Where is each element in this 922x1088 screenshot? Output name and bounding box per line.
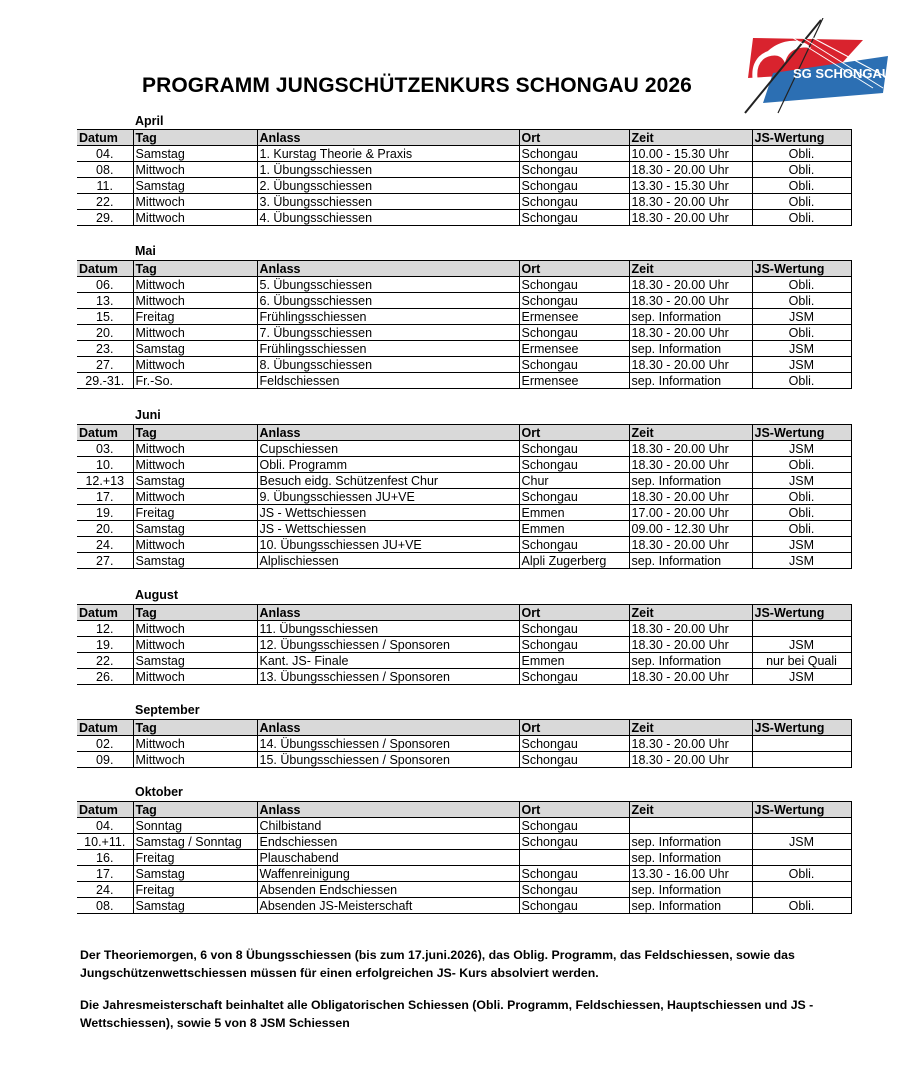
cell-anlass: Endschiessen: [257, 834, 519, 850]
col-js-wertung: JS-Wertung: [752, 720, 851, 736]
col-ort: Ort: [519, 802, 629, 818]
cell-tag: Freitag: [133, 505, 257, 521]
cell-js-wertung: Obli.: [752, 457, 851, 473]
cell-zeit: sep. Information: [629, 850, 752, 866]
cell-ort: Schongau: [519, 866, 629, 882]
col-ort: Ort: [519, 425, 629, 441]
cell-ort: Ermensee: [519, 341, 629, 357]
table-row: [77, 553, 851, 569]
cell-datum: 22.: [77, 653, 133, 669]
cell-anlass: Alplischiessen: [257, 553, 519, 569]
cell-datum: 08.: [77, 898, 133, 914]
cell-tag: Fr.-So.: [133, 373, 257, 389]
cell-anlass: 15. Übungsschiessen / Sponsoren: [257, 752, 519, 768]
table-row: [77, 669, 851, 685]
cell-datum: 12.+13: [77, 473, 133, 489]
table-row: [77, 898, 851, 914]
table-row: [77, 309, 851, 325]
cell-ort: Schongau: [519, 834, 629, 850]
cell-anlass: Absenden Endschiessen: [257, 882, 519, 898]
cell-datum: 23.: [77, 341, 133, 357]
month-label: Oktober: [135, 785, 183, 799]
cell-tag: Mittwoch: [133, 537, 257, 553]
cell-zeit: sep. Information: [629, 553, 752, 569]
cell-anlass: Frühlingsschiessen: [257, 341, 519, 357]
col-tag: Tag: [133, 261, 257, 277]
cell-ort: [519, 850, 629, 866]
schedule-table-oktober: [77, 801, 852, 914]
cell-datum: 29.: [77, 210, 133, 226]
cell-js-wertung: JSM: [752, 637, 851, 653]
cell-zeit: 18.30 - 20.00 Uhr: [629, 194, 752, 210]
cell-ort: Chur: [519, 473, 629, 489]
cell-datum: 08.: [77, 162, 133, 178]
col-tag: Tag: [133, 425, 257, 441]
cell-tag: Samstag: [133, 341, 257, 357]
cell-zeit: 09.00 - 12.30 Uhr: [629, 521, 752, 537]
cell-anlass: Besuch eidg. Schützenfest Chur: [257, 473, 519, 489]
cell-anlass: Chilbistand: [257, 818, 519, 834]
note-requirements: Der Theoriemorgen, 6 von 8 Übungsschiessen (bis zum 17.juni.2026), das Oblig. Programm, das Feldschiessen, sowie das Jungschützenwettschiessen müssen für einen erfolgreichen JS- Kurs absolviert werden.: [80, 948, 795, 980]
cell-anlass: Absenden JS-Meisterschaft: [257, 898, 519, 914]
cell-js-wertung: Obli.: [752, 210, 851, 226]
cell-datum: 04.: [77, 146, 133, 162]
cell-ort: Schongau: [519, 178, 629, 194]
table-row: [77, 210, 851, 226]
cell-zeit: 13.30 - 15.30 Uhr: [629, 178, 752, 194]
cell-js-wertung: Obli.: [752, 505, 851, 521]
cell-datum: 10.: [77, 457, 133, 473]
cell-tag: Samstag: [133, 866, 257, 882]
note-championship: Die Jahresmeisterschaft beinhaltet alle Obligatorischen Schiessen (Obli. Programm, Feldschiessen, Hauptschiessen und JS - Wettschiessen), sowie 5 von 8 JSM Schiessen: [80, 998, 814, 1030]
cell-tag: Freitag: [133, 850, 257, 866]
cell-anlass: 14. Übungsschiessen / Sponsoren: [257, 736, 519, 752]
cell-tag: Samstag: [133, 473, 257, 489]
cell-zeit: sep. Information: [629, 341, 752, 357]
cell-zeit: 18.30 - 20.00 Uhr: [629, 441, 752, 457]
cell-tag: Samstag / Sonntag: [133, 834, 257, 850]
cell-tag: Mittwoch: [133, 489, 257, 505]
cell-tag: Mittwoch: [133, 162, 257, 178]
cell-tag: Mittwoch: [133, 441, 257, 457]
col-anlass: Anlass: [257, 802, 519, 818]
cell-ort: Alpli Zugerberg: [519, 553, 629, 569]
cell-zeit: 18.30 - 20.00 Uhr: [629, 210, 752, 226]
cell-ort: Schongau: [519, 277, 629, 293]
col-tag: Tag: [133, 130, 257, 146]
table-row: [77, 621, 851, 637]
cell-js-wertung: [752, 882, 851, 898]
cell-zeit: sep. Information: [629, 309, 752, 325]
cell-js-wertung: [752, 621, 851, 637]
cell-ort: Schongau: [519, 882, 629, 898]
cell-js-wertung: JSM: [752, 473, 851, 489]
cell-anlass: 12. Übungsschiessen / Sponsoren: [257, 637, 519, 653]
cell-tag: Samstag: [133, 521, 257, 537]
cell-ort: Schongau: [519, 146, 629, 162]
cell-js-wertung: [752, 818, 851, 834]
cell-js-wertung: JSM: [752, 357, 851, 373]
cell-datum: 13.: [77, 293, 133, 309]
cell-ort: Schongau: [519, 162, 629, 178]
cell-ort: Schongau: [519, 637, 629, 653]
cell-datum: 17.: [77, 489, 133, 505]
cell-js-wertung: nur bei Quali: [752, 653, 851, 669]
cell-datum: 16.: [77, 850, 133, 866]
cell-ort: Schongau: [519, 818, 629, 834]
col-tag: Tag: [133, 802, 257, 818]
table-row: [77, 325, 851, 341]
cell-js-wertung: [752, 752, 851, 768]
cell-js-wertung: Obli.: [752, 898, 851, 914]
cell-tag: Mittwoch: [133, 325, 257, 341]
table-row: [77, 882, 851, 898]
cell-tag: Mittwoch: [133, 621, 257, 637]
cell-js-wertung: Obli.: [752, 866, 851, 882]
cell-anlass: 13. Übungsschiessen / Sponsoren: [257, 669, 519, 685]
cell-zeit: sep. Information: [629, 898, 752, 914]
cell-anlass: 7. Übungsschiessen: [257, 325, 519, 341]
table-row: [77, 537, 851, 553]
table-row: [77, 341, 851, 357]
club-logo: [733, 18, 893, 128]
table-row: [77, 505, 851, 521]
cell-zeit: 18.30 - 20.00 Uhr: [629, 752, 752, 768]
month-label: April: [135, 114, 164, 128]
table-row: [77, 162, 851, 178]
cell-anlass: 10. Übungsschiessen JU+VE: [257, 537, 519, 553]
cell-datum: 22.: [77, 194, 133, 210]
cell-anlass: 11. Übungsschiessen: [257, 621, 519, 637]
cell-js-wertung: Obli.: [752, 146, 851, 162]
cell-zeit: 18.30 - 20.00 Uhr: [629, 537, 752, 553]
table-row: [77, 637, 851, 653]
cell-tag: Mittwoch: [133, 194, 257, 210]
cell-tag: Freitag: [133, 882, 257, 898]
table-row: [77, 146, 851, 162]
table-row: [77, 818, 851, 834]
cell-tag: Mittwoch: [133, 277, 257, 293]
cell-js-wertung: Obli.: [752, 489, 851, 505]
cell-tag: Mittwoch: [133, 736, 257, 752]
cell-anlass: Obli. Programm: [257, 457, 519, 473]
month-label: Juni: [135, 408, 161, 422]
cell-ort: Schongau: [519, 537, 629, 553]
cell-ort: Ermensee: [519, 373, 629, 389]
cell-js-wertung: JSM: [752, 553, 851, 569]
cell-tag: Samstag: [133, 553, 257, 569]
cell-tag: Freitag: [133, 309, 257, 325]
cell-anlass: 6. Übungsschiessen: [257, 293, 519, 309]
cell-js-wertung: JSM: [752, 537, 851, 553]
col-js-wertung: JS-Wertung: [752, 605, 851, 621]
cell-ort: Emmen: [519, 653, 629, 669]
month-label: September: [135, 703, 200, 717]
cell-zeit: 18.30 - 20.00 Uhr: [629, 637, 752, 653]
cell-ort: Schongau: [519, 736, 629, 752]
cell-anlass: JS - Wettschiessen: [257, 521, 519, 537]
cell-js-wertung: Obli.: [752, 162, 851, 178]
cell-js-wertung: Obli.: [752, 178, 851, 194]
col-datum: Datum: [77, 720, 133, 736]
cell-datum: 26.: [77, 669, 133, 685]
col-zeit: Zeit: [629, 802, 752, 818]
col-zeit: Zeit: [629, 425, 752, 441]
cell-zeit: 18.30 - 20.00 Uhr: [629, 277, 752, 293]
cell-zeit: sep. Information: [629, 373, 752, 389]
table-row: [77, 457, 851, 473]
cell-anlass: 4. Übungsschiessen: [257, 210, 519, 226]
cell-anlass: 1. Kurstag Theorie & Praxis: [257, 146, 519, 162]
cell-js-wertung: JSM: [752, 834, 851, 850]
cell-datum: 17.: [77, 866, 133, 882]
cell-ort: Schongau: [519, 441, 629, 457]
cell-anlass: 8. Übungsschiessen: [257, 357, 519, 373]
cell-ort: Schongau: [519, 457, 629, 473]
cell-ort: Schongau: [519, 898, 629, 914]
cell-anlass: Plauschabend: [257, 850, 519, 866]
cell-zeit: 18.30 - 20.00 Uhr: [629, 621, 752, 637]
cell-js-wertung: Obli.: [752, 521, 851, 537]
col-datum: Datum: [77, 261, 133, 277]
cell-tag: Samstag: [133, 146, 257, 162]
table-row: [77, 752, 851, 768]
cell-zeit: 18.30 - 20.00 Uhr: [629, 162, 752, 178]
cell-anlass: 3. Übungsschiessen: [257, 194, 519, 210]
table-row: [77, 373, 851, 389]
cell-js-wertung: JSM: [752, 309, 851, 325]
cell-datum: 03.: [77, 441, 133, 457]
cell-ort: Schongau: [519, 621, 629, 637]
col-zeit: Zeit: [629, 261, 752, 277]
cell-datum: 24.: [77, 537, 133, 553]
table-row: [77, 178, 851, 194]
col-ort: Ort: [519, 605, 629, 621]
cell-anlass: Feldschiessen: [257, 373, 519, 389]
cell-zeit: 10.00 - 15.30 Uhr: [629, 146, 752, 162]
cell-ort: Schongau: [519, 489, 629, 505]
cell-tag: Sonntag: [133, 818, 257, 834]
cell-tag: Mittwoch: [133, 457, 257, 473]
table-row: [77, 521, 851, 537]
cell-datum: 10.+11.: [77, 834, 133, 850]
cell-datum: 12.: [77, 621, 133, 637]
cell-js-wertung: Obli.: [752, 293, 851, 309]
cell-zeit: sep. Information: [629, 882, 752, 898]
schedule-table-mai: [77, 260, 852, 389]
logo-text: SG SCHONGAU: [793, 66, 892, 81]
cell-ort: Schongau: [519, 210, 629, 226]
col-anlass: Anlass: [257, 261, 519, 277]
table-row: [77, 441, 851, 457]
cell-anlass: Kant. JS- Finale: [257, 653, 519, 669]
cell-ort: Ermensee: [519, 309, 629, 325]
cell-zeit: 18.30 - 20.00 Uhr: [629, 325, 752, 341]
cell-zeit: 18.30 - 20.00 Uhr: [629, 669, 752, 685]
cell-tag: Mittwoch: [133, 293, 257, 309]
cell-datum: 02.: [77, 736, 133, 752]
cell-js-wertung: Obli.: [752, 373, 851, 389]
cell-datum: 27.: [77, 357, 133, 373]
cell-ort: Emmen: [519, 521, 629, 537]
cell-ort: Schongau: [519, 357, 629, 373]
month-label: Mai: [135, 244, 156, 258]
cell-tag: Samstag: [133, 178, 257, 194]
col-zeit: Zeit: [629, 720, 752, 736]
cell-tag: Samstag: [133, 653, 257, 669]
cell-ort: Schongau: [519, 752, 629, 768]
cell-zeit: [629, 818, 752, 834]
cell-js-wertung: JSM: [752, 669, 851, 685]
table-row: [77, 473, 851, 489]
cell-anlass: 9. Übungsschiessen JU+VE: [257, 489, 519, 505]
cell-anlass: 1. Übungsschiessen: [257, 162, 519, 178]
table-row: [77, 653, 851, 669]
table-row: [77, 736, 851, 752]
col-js-wertung: JS-Wertung: [752, 425, 851, 441]
cell-anlass: Waffenreinigung: [257, 866, 519, 882]
cell-js-wertung: JSM: [752, 341, 851, 357]
cell-datum: 20.: [77, 325, 133, 341]
col-ort: Ort: [519, 261, 629, 277]
cell-anlass: 5. Übungsschiessen: [257, 277, 519, 293]
cell-ort: Schongau: [519, 194, 629, 210]
col-datum: Datum: [77, 130, 133, 146]
cell-zeit: 18.30 - 20.00 Uhr: [629, 293, 752, 309]
col-js-wertung: JS-Wertung: [752, 130, 851, 146]
cell-js-wertung: [752, 850, 851, 866]
schedule-table-april: [77, 129, 852, 226]
cell-js-wertung: Obli.: [752, 325, 851, 341]
cell-datum: 20.: [77, 521, 133, 537]
cell-zeit: 13.30 - 16.00 Uhr: [629, 866, 752, 882]
cell-js-wertung: JSM: [752, 441, 851, 457]
cell-datum: 19.: [77, 505, 133, 521]
col-datum: Datum: [77, 425, 133, 441]
cell-datum: 19.: [77, 637, 133, 653]
cell-zeit: 18.30 - 20.00 Uhr: [629, 736, 752, 752]
col-anlass: Anlass: [257, 605, 519, 621]
table-row: [77, 850, 851, 866]
cell-datum: 29.-31.: [77, 373, 133, 389]
cell-zeit: 17.00 - 20.00 Uhr: [629, 505, 752, 521]
schedule-table-september: [77, 719, 852, 768]
cell-zeit: 18.30 - 20.00 Uhr: [629, 357, 752, 373]
cell-tag: Mittwoch: [133, 752, 257, 768]
table-row: [77, 489, 851, 505]
cell-zeit: sep. Information: [629, 653, 752, 669]
col-js-wertung: JS-Wertung: [752, 261, 851, 277]
cell-zeit: sep. Information: [629, 473, 752, 489]
cell-datum: 09.: [77, 752, 133, 768]
col-anlass: Anlass: [257, 425, 519, 441]
cell-anlass: 2. Übungsschiessen: [257, 178, 519, 194]
col-datum: Datum: [77, 802, 133, 818]
month-label: August: [135, 588, 179, 602]
cell-datum: 06.: [77, 277, 133, 293]
cell-tag: Samstag: [133, 898, 257, 914]
table-row: [77, 357, 851, 373]
cell-anlass: Frühlingsschiessen: [257, 309, 519, 325]
cell-ort: Schongau: [519, 293, 629, 309]
cell-datum: 27.: [77, 553, 133, 569]
cell-tag: Mittwoch: [133, 210, 257, 226]
col-anlass: Anlass: [257, 720, 519, 736]
cell-anlass: Cupschiessen: [257, 441, 519, 457]
cell-ort: Schongau: [519, 669, 629, 685]
col-js-wertung: JS-Wertung: [752, 802, 851, 818]
table-row: [77, 277, 851, 293]
cell-anlass: JS - Wettschiessen: [257, 505, 519, 521]
cell-datum: 24.: [77, 882, 133, 898]
col-datum: Datum: [77, 605, 133, 621]
table-row: [77, 194, 851, 210]
col-tag: Tag: [133, 605, 257, 621]
col-zeit: Zeit: [629, 130, 752, 146]
cell-datum: 04.: [77, 818, 133, 834]
table-row: [77, 834, 851, 850]
cell-zeit: 18.30 - 20.00 Uhr: [629, 489, 752, 505]
schedule-table-august: [77, 604, 852, 685]
table-row: [77, 293, 851, 309]
col-anlass: Anlass: [257, 130, 519, 146]
col-ort: Ort: [519, 720, 629, 736]
cell-js-wertung: Obli.: [752, 277, 851, 293]
cell-zeit: 18.30 - 20.00 Uhr: [629, 457, 752, 473]
table-row: [77, 866, 851, 882]
schedule-table-juni: [77, 424, 852, 569]
cell-tag: Mittwoch: [133, 357, 257, 373]
cell-js-wertung: Obli.: [752, 194, 851, 210]
cell-tag: Mittwoch: [133, 637, 257, 653]
cell-datum: 15.: [77, 309, 133, 325]
cell-zeit: sep. Information: [629, 834, 752, 850]
cell-tag: Mittwoch: [133, 669, 257, 685]
cell-js-wertung: [752, 736, 851, 752]
page-title: PROGRAMM JUNGSCHÜTZENKURS SCHONGAU 2026: [142, 74, 692, 97]
col-zeit: Zeit: [629, 605, 752, 621]
col-tag: Tag: [133, 720, 257, 736]
cell-ort: Schongau: [519, 325, 629, 341]
cell-ort: Emmen: [519, 505, 629, 521]
col-ort: Ort: [519, 130, 629, 146]
cell-datum: 11.: [77, 178, 133, 194]
